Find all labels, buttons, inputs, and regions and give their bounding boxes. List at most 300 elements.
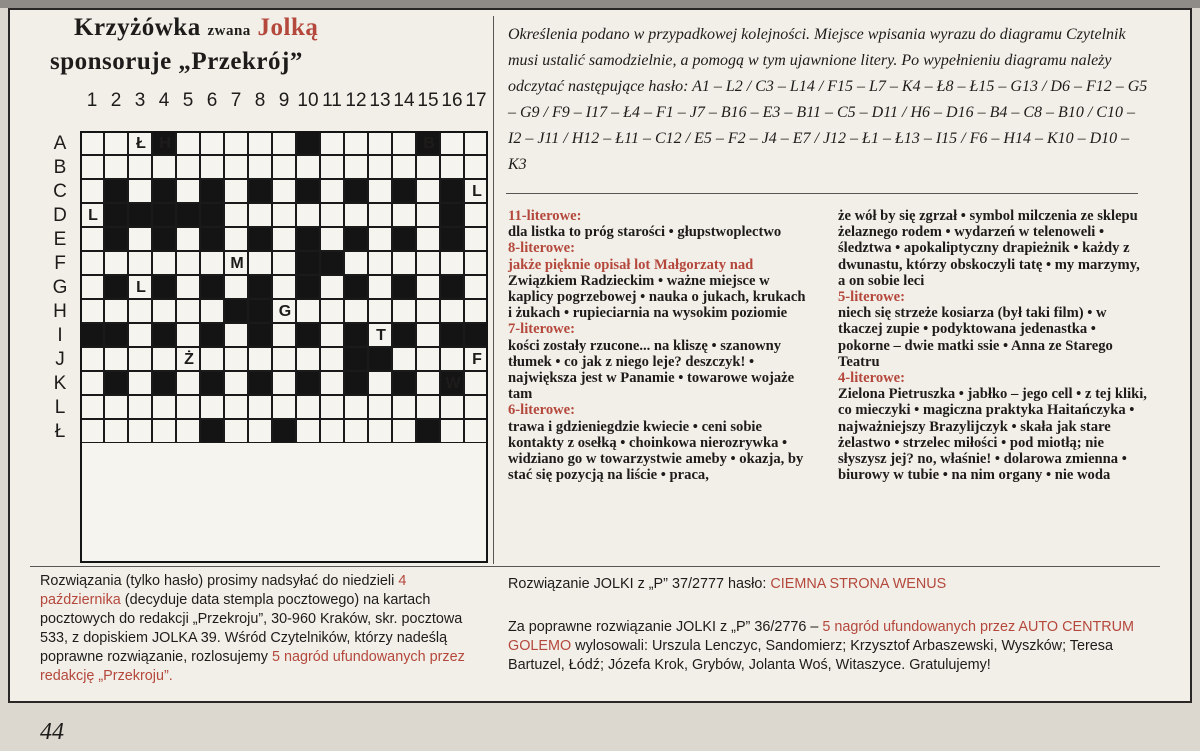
grid-cell[interactable] [344,251,368,275]
submission-info: Rozwiązania (tylko hasło) prosimy nadsyłać do niedzieli 4 października (decyduje data stempla pocztowego) na kartach pocztowych do redakcji „Przekroju”, 30-960 Kraków, skr. pocztowa 533, z dopiskiem JOLKA 39. Wśród Czytelników, którzy nadeślą poprawne rozwiązanie, rozlosujemy 5 nagród ufundowanych przez redakcję „Przekroju”. [40,573,465,684]
grid-cell[interactable] [416,275,440,299]
clues-7: kości zostały rzucone... na kliszę • szanowny tłumek • co jak z niego leje? deszczyk! • największa jest w Panamie • towarowe wojaże tam [508,337,795,403]
grid-cell[interactable] [272,203,296,227]
grid-cell[interactable] [368,251,392,275]
instructions-divider [506,193,1138,194]
column-number: 6 [206,90,218,111]
black-cell [248,179,272,203]
column-divider [493,16,494,564]
grid-cell[interactable] [152,395,176,419]
grid-cell[interactable] [248,347,272,371]
row-letter: I [57,325,63,346]
grid-cell[interactable] [344,395,368,419]
black-cell [152,227,176,251]
revealed-letter: G [278,303,292,320]
grid-cell[interactable] [200,299,224,323]
black-cell [344,371,368,395]
grid-cell[interactable] [464,155,488,179]
grid-cell[interactable] [248,131,272,155]
black-cell [104,203,128,227]
black-cell [248,323,272,347]
grid-cell[interactable] [320,347,344,371]
clue-heading-7: 7-literowe: [508,321,575,338]
grid-cell[interactable] [104,155,128,179]
grid-cell[interactable] [248,155,272,179]
black-cell [152,179,176,203]
grid-cell[interactable] [368,371,392,395]
grid-cell[interactable] [200,155,224,179]
grid-cell[interactable] [440,347,464,371]
black-cell [344,227,368,251]
clues-4: Zielona Pietruszka • jabłko – jego cell • z tej kliki, co mieczyki • magiczna praktyka Haitańczyka • najważniejszy Brazylijczyk • skała jak stare żelastwo • strzelec miłości • pod miotłą; nie słyszysz jej? no, właśnie! • dolarowa zmienna • biurowy w tubie • na nim organy • nie woda [838,386,1147,484]
black-cell [392,179,416,203]
grid-cell[interactable] [320,227,344,251]
puzzle-title: Krzyżówka zwana Jolką [74,14,319,41]
grid-cell[interactable] [464,275,488,299]
grid-cell[interactable] [80,419,104,443]
grid-cell[interactable] [176,227,200,251]
black-cell [344,323,368,347]
black-cell [152,275,176,299]
row-letter: D [53,205,67,226]
grid-cell[interactable] [176,179,200,203]
black-cell [200,227,224,251]
grid-cell[interactable] [224,395,248,419]
column-number: 1 [86,90,98,111]
black-cell [200,179,224,203]
row-letter: Ł [54,421,66,442]
grid-cell[interactable] [368,131,392,155]
black-cell [152,131,176,155]
grid-cell[interactable] [200,251,224,275]
clue-heading-8: 8-literowe: [508,240,575,257]
grid-cell[interactable] [440,251,464,275]
grid-cell[interactable] [320,323,344,347]
column-number: 16 [441,90,463,111]
grid-cell[interactable] [224,371,248,395]
revealed-letter: L [472,183,482,200]
grid-cell[interactable] [272,323,296,347]
row-letter: A [53,133,67,154]
column-number: 15 [417,90,439,111]
row-letter: C [53,181,67,202]
grid-cell[interactable] [320,395,344,419]
row-letter: K [53,373,67,394]
grid-cell[interactable] [344,299,368,323]
grid-cell[interactable] [80,227,104,251]
grid-cell[interactable] [296,347,320,371]
grid-cell[interactable] [104,131,128,155]
grid-cell[interactable] [80,347,104,371]
revealed-letter: T [376,327,386,344]
grid-cell[interactable] [152,347,176,371]
black-cell [104,227,128,251]
revealed-letter: L [88,207,98,224]
grid-cell[interactable] [80,371,104,395]
grid-cell[interactable] [464,419,488,443]
grid-cell[interactable] [368,179,392,203]
grid-cell[interactable] [392,131,416,155]
black-cell [440,323,464,347]
black-cell [80,323,104,347]
column-number: 4 [158,90,170,111]
black-cell [440,275,464,299]
grid-cell[interactable] [416,347,440,371]
grid-cell[interactable] [224,323,248,347]
black-cell [224,299,248,323]
grid-cell[interactable] [344,131,368,155]
clues-8: jakże pięknie opisał lot Małgorzaty nad Związkiem Radzieckim • ważne miejsce w kaplicy pogrzebowej • nauka o jukach, krukach i żukach • rupieciarnia na wysokim poziomie [508,256,806,322]
grid-cell[interactable] [296,419,320,443]
grid-cell[interactable] [152,155,176,179]
black-cell [320,251,344,275]
grid-cell[interactable] [296,395,320,419]
grid-cell[interactable] [392,347,416,371]
grid-cell[interactable] [344,419,368,443]
black-cell [440,179,464,203]
black-cell [104,275,128,299]
black-cell [104,371,128,395]
crossword-grid [80,131,488,563]
grid-cell[interactable] [176,323,200,347]
grid-cell[interactable] [368,419,392,443]
black-cell [200,419,224,443]
grid-cell[interactable] [272,179,296,203]
black-cell [248,275,272,299]
grid-cell[interactable] [464,203,488,227]
grid-cell[interactable] [128,227,152,251]
black-cell [344,275,368,299]
clues-5: niech się strzeże kosiarza (był taki film) • w tkaczej zupie • podyktowana jedenastka • pokorne – dwie matki ssie • Anna ze Starego Teatru [838,305,1113,370]
black-cell [296,131,320,155]
winners: Za poprawne rozwiązanie JOLKI z „P” 36/2776 – 5 nagród ufundowanych przez AUTO CENTRUM GOLEMO wylosowali: Urszula Lenczyc, Sandomierz; Krzysztof Arbaszewski, Wyszków; Teresa Bartuzel, Łódź; Józefa Krok, Grybów, Jolanta Woś, Witaszyce. Gratulujemy! [508,619,1135,673]
grid-cell[interactable] [440,131,464,155]
clues-6a: trawa i gdzieniegdzie kwiecie • ceni sobie kontakty z osełką • choinkowa nierozrywka • widziano go w towarzystwie ameby • okazja, by stać się pozycją na liście • praca, [508,418,804,484]
previous-solution-answer: CIEMNA STRONA WENUS [770,576,947,592]
grid-cell[interactable] [152,299,176,323]
grid-cell[interactable] [80,131,104,155]
grid-cell[interactable] [200,395,224,419]
grid-cell[interactable] [272,251,296,275]
black-cell [392,275,416,299]
column-number: 7 [230,90,242,111]
grid-cell[interactable] [128,131,152,155]
clues-11: dla listka to próg starości • głupstwoplectwo [508,224,782,241]
black-cell [440,203,464,227]
revealed-letter: H [159,135,171,152]
column-number: 12 [345,90,367,111]
grid-cell[interactable] [128,275,152,299]
row-letters [48,130,72,562]
grid-cell[interactable] [440,395,464,419]
grid-cell[interactable] [296,155,320,179]
grid-cell[interactable] [464,299,488,323]
grid-cell[interactable] [152,251,176,275]
black-cell [416,419,440,443]
grid-cell[interactable] [176,347,200,371]
grid-cell[interactable] [224,275,248,299]
grid-cell[interactable] [80,275,104,299]
grid-cell[interactable] [392,155,416,179]
grid-cell[interactable] [416,227,440,251]
black-cell [152,371,176,395]
grid-cell[interactable] [440,155,464,179]
black-cell [152,203,176,227]
grid-cell[interactable] [224,251,248,275]
grid-cell[interactable] [152,419,176,443]
grid-cell[interactable] [272,347,296,371]
grid-cell[interactable] [368,395,392,419]
grid-cell[interactable] [104,347,128,371]
grid-cell[interactable] [296,299,320,323]
grid-cell[interactable] [224,347,248,371]
title-small-word: zwana [207,23,251,39]
grid-cell[interactable] [320,203,344,227]
clues-column-2 [838,208,1148,483]
grid-cell[interactable] [464,395,488,419]
black-cell [296,251,320,275]
revealed-letter: M [230,255,244,272]
black-cell [296,227,320,251]
grid-cell[interactable] [272,275,296,299]
instructions: Określenia podano w przypadkowej kolejności. Miejsce wpisania wyrazu do diagramu Czytelnik musi ustalić samodzielnie, a pomogą w tym ujawnione litery. Po wypełnieniu diagramu należy odczytać następujące hasło: A1 – L2 / C3 – L14 / F15 – L7 – K4 – Ł8 – Ł15 – G13 / D6 – F12 – G5 – G9 / F9 – I17 – Ł4 – F1 – J7 – B16 – E3 – B11 – C5 – D11 / H6 – D16 – B4 – C8 – B10 / C10 – I2 – J11 / H12 – Ł11 – C12 / E5 – F2 – J4 – E7 / J12 – Ł1 – Ł13 – I15 / F6 – H14 – K10 – D10 – K3 [508,26,1148,173]
grid-cell[interactable] [320,179,344,203]
grid-cell[interactable] [320,155,344,179]
grid-cell[interactable] [392,251,416,275]
grid-cell[interactable] [464,251,488,275]
grid-cell[interactable] [296,203,320,227]
grid-cell[interactable] [248,203,272,227]
grid-cell[interactable] [416,371,440,395]
prize-info: 5 nagród ufundowanych przez redakcję „Przekroju”. [40,649,465,684]
grid-cell[interactable] [224,179,248,203]
row-letter: G [52,277,68,298]
grid-cell[interactable] [464,131,488,155]
grid-cell[interactable] [464,371,488,395]
grid-cell[interactable] [176,371,200,395]
column-number: 8 [254,90,266,111]
clues-column-1 [508,208,812,483]
column-number: 17 [465,90,487,111]
column-number: 11 [322,90,342,111]
black-cell [200,275,224,299]
clue-heading-4: 4-literowe: [838,370,905,387]
grid-cell[interactable] [104,395,128,419]
grid-cell[interactable] [80,251,104,275]
black-cell [152,323,176,347]
grid-cell[interactable] [176,155,200,179]
black-cell [368,347,392,371]
top-bar [0,0,1200,8]
grid-cell[interactable] [368,155,392,179]
previous-solution: Rozwiązanie JOLKI z „P” 37/2777 hasło: CIEMNA STRONA WENUS [508,576,947,592]
grid-cell[interactable] [80,395,104,419]
grid-cell[interactable] [368,203,392,227]
grid-cell[interactable] [128,371,152,395]
grid-cell[interactable] [104,251,128,275]
grid-cell[interactable] [272,227,296,251]
grid-cell[interactable] [176,419,200,443]
grid-cell[interactable] [128,323,152,347]
column-numbers [80,90,488,114]
black-cell [248,299,272,323]
grid-cell[interactable] [464,227,488,251]
black-cell [464,323,488,347]
grid-cell[interactable] [464,347,488,371]
black-cell [200,203,224,227]
revealed-letter: L [136,279,146,296]
title-red-word: Jolką [257,14,319,41]
grid-cell[interactable] [104,299,128,323]
grid-cell[interactable] [464,179,488,203]
grid-cell[interactable] [200,131,224,155]
grid-cell[interactable] [248,419,272,443]
black-cell [200,371,224,395]
black-cell [440,227,464,251]
grid-cell[interactable] [128,299,152,323]
grid-cell[interactable] [416,251,440,275]
revealed-letter: F [472,351,482,368]
black-cell [104,179,128,203]
grid-cell[interactable] [176,395,200,419]
black-cell [392,371,416,395]
grid-cell[interactable] [320,419,344,443]
row-letter: B [53,157,67,178]
column-number: 10 [297,90,319,111]
grid-cell[interactable] [272,299,296,323]
black-cell [272,419,296,443]
grid-cell[interactable] [80,179,104,203]
grid-cell[interactable] [80,155,104,179]
clue-heading-5: 5-literowe: [838,289,905,306]
black-cell [440,371,464,395]
grid-cell[interactable] [344,203,368,227]
black-cell [248,227,272,251]
row-letter: J [55,349,65,370]
grid-cell[interactable] [416,299,440,323]
grid-cell[interactable] [128,347,152,371]
column-number: 13 [369,90,391,111]
column-number: 3 [134,90,146,111]
clue-heading-11: 11-literowe: [508,208,582,224]
black-cell [392,227,416,251]
grid-cell[interactable] [368,275,392,299]
column-number: 9 [278,90,290,111]
grid-cell[interactable] [416,203,440,227]
grid-cell[interactable] [368,323,392,347]
page-number: 44 [40,719,64,745]
grid-cell[interactable] [344,155,368,179]
revealed-letter: B [423,135,435,152]
column-number: 14 [393,90,415,111]
black-cell [296,179,320,203]
black-cell [200,323,224,347]
grid-cell[interactable] [128,419,152,443]
grid-cell[interactable] [416,155,440,179]
black-cell [104,323,128,347]
grid-cell[interactable] [368,227,392,251]
grid-cell[interactable] [272,131,296,155]
deadline: 4 października [40,573,407,608]
grid-cell[interactable] [80,299,104,323]
grid-cell[interactable] [128,251,152,275]
winners-prize: 5 nagród ufundowanych przez AUTO CENTRUM GOLEMO [508,619,1135,654]
grid-cell[interactable] [272,371,296,395]
puzzle-sponsor: sponsoruje „Przekrój” [50,48,303,75]
grid-cell[interactable] [368,299,392,323]
column-number: 2 [110,90,122,111]
black-cell [128,203,152,227]
grid-cell[interactable] [392,419,416,443]
grid-cell[interactable] [176,299,200,323]
grid-cell[interactable] [200,347,224,371]
row-letter: L [54,397,66,418]
grid-cell[interactable] [176,251,200,275]
grid-cell[interactable] [392,395,416,419]
grid-cell[interactable] [392,203,416,227]
row-letter: E [53,229,67,250]
grid-cell[interactable] [80,203,104,227]
black-cell [248,371,272,395]
grid-cell[interactable] [224,203,248,227]
clues-6b: że wół by się zgrzał • symbol milczenia ze sklepu żelaznego rodem • wydarzeń w telenoweli • śledztwa • apokaliptyczny drapieżnik • każdy z dwunastu, którzy obskoczyli tatę • my marzymy, a on sobie leci [838,208,1140,289]
solution-code: A1 – L2 / C3 – L14 / F15 – L7 – K4 – Ł8 – Ł15 – G13 / D6 – F12 – G5 – G9 / F9 – I17 – Ł4 – F1 – J7 – B16 – E3 – B11 – C5 – D11 / H6 – D16 – B4 – C8 – B10 / C10 – I2 – J11 / H12 – Ł11 – C12 / E5 – F2 – J4 – E7 / J12 – Ł1 – Ł13 – I15 / F6 – H14 – K10 – D10 – K3 [508,78,1148,173]
grid-cell[interactable] [224,155,248,179]
grid-cell[interactable] [248,251,272,275]
grid-cell[interactable] [440,419,464,443]
black-cell [416,131,440,155]
revealed-letter: Ż [184,351,194,368]
grid-cell[interactable] [128,179,152,203]
grid-cell[interactable] [320,131,344,155]
clue-8-highlight: jakże pięknie opisał lot Małgorzaty nad [508,256,754,273]
grid-cell[interactable] [320,275,344,299]
column-number: 5 [182,90,194,111]
black-cell [296,323,320,347]
black-cell [344,179,368,203]
grid-cell[interactable] [416,395,440,419]
revealed-letter: Ł [136,135,146,152]
clue-heading-6: 6-literowe: [508,402,575,419]
footer-divider [30,566,1160,567]
row-letter: F [54,253,66,274]
grid-cell[interactable] [104,419,128,443]
grid-cell[interactable] [272,155,296,179]
grid-cell[interactable] [248,395,272,419]
grid-cell[interactable] [176,275,200,299]
black-cell [296,275,320,299]
black-cell [344,347,368,371]
grid-cell[interactable] [392,299,416,323]
grid-cell[interactable] [224,227,248,251]
grid-cell[interactable] [440,299,464,323]
grid-cell[interactable] [416,323,440,347]
grid-cell[interactable] [272,395,296,419]
black-cell [392,323,416,347]
grid-cell[interactable] [416,179,440,203]
black-cell [296,371,320,395]
revealed-letter: W [445,375,461,392]
grid-cell[interactable] [128,395,152,419]
grid-cell[interactable] [128,155,152,179]
row-letter: H [53,301,67,322]
grid-cell[interactable] [320,371,344,395]
grid-cell[interactable] [224,131,248,155]
grid-cell[interactable] [320,299,344,323]
black-cell [176,203,200,227]
grid-cell[interactable] [176,131,200,155]
grid-cell[interactable] [224,419,248,443]
